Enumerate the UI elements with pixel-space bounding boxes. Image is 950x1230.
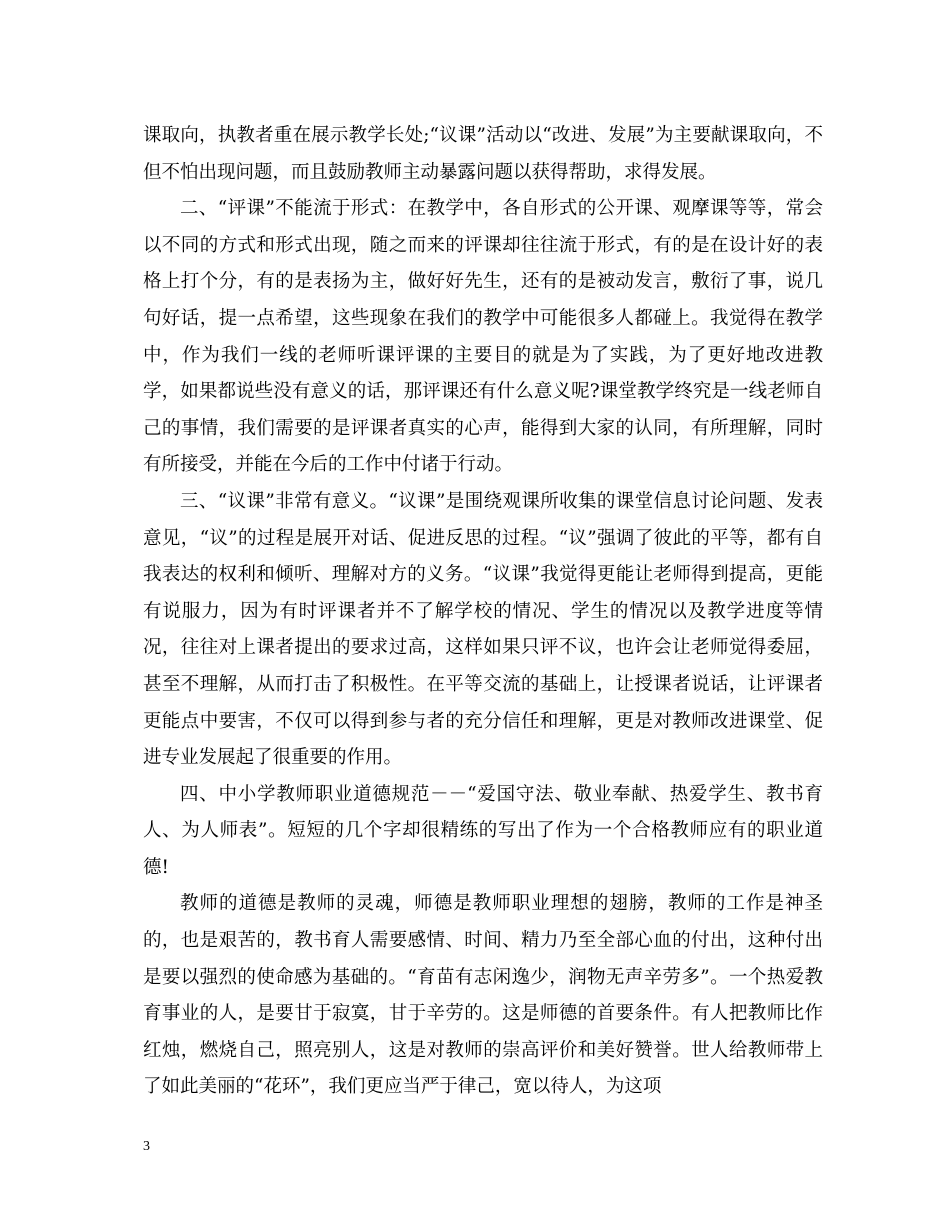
paragraph-evaluation-formality: 二、“评课”不能流于形式：在教学中，各自形式的公开课、观摩课等等，常会以不同的方式和形式出现，随之而来的评课却往往流于形式，有的是在设计好的表格上打个分，有的是表扬为主，做好好先生，还有的是被动发言，敷衍了事，说几句好话，提一点希望，这些现象在我们的教学中可能很多人都碰上。我觉得在教学中，作为我们一线的老师听课评课的主要目的就是为了实践，为了更好地改进教学，如果都说些没有意义的话，那评课还有什么意义呢?课堂教学终究是一线老师自己的事情，我们需要的是评课者真实的心声，能得到大家的认同，有所理解，同时有所接受，并能在今后的工作中付诸于行动。	[143, 198, 823, 476]
document-body	[143, 118, 823, 1106]
paragraph-discussion-meaning: 三、“议课”非常有意义。“议课”是围绕观课所收集的课堂信息讨论问题、发表意见，“议”的过程是展开对话、促进反思的过程。“议”强调了彼此的平等，都有自我表达的权利和倾听、理解对方的义务。“议课”我觉得更能让老师得到提高，更能有说服力，因为有时评课者并不了解学校的情况、学生的情况以及教学进度等情况，往往对上课者提出的要求过高，这样如果只评不议，也许会让老师觉得委屈，甚至不理解，从而打击了积极性。在平等交流的基础上，让授课者说话，让评课者更能点中要害，不仅可以得到参与者的充分信任和理解，更是对教师改进课堂、促进专业发展起了很重要的作用。	[143, 490, 823, 769]
paragraph-teacher-morality: 教师的道德是教师的灵魂，师德是教师职业理想的翅膀，教师的工作是神圣的，也是艰苦的，教书育人需要感情、时间、精力乃至全部心血的付出，这种付出是要以强烈的使命感为基础的。“育苗有志闲逸少，润物无声辛劳多”。一个热爱教育事业的人，是要甘于寂寞，甘于辛劳的。这是师德的首要条件。有人把教师比作红烛，燃烧自己，照亮别人，这是对教师的崇高评价和美好赞誉。世人给教师带上了如此美丽的“花环”，我们更应当严于律己，宽以待人，为这项	[143, 893, 823, 1098]
paragraph-continuation: 课取向，执教者重在展示教学长处;“议课”活动以“改进、发展”为主要献课取向，不但不怕出现问题，而且鼓励教师主动暴露问题以获得帮助，求得发展。	[143, 125, 823, 183]
paragraph-teacher-ethics-code: 四、中小学教师职业道德规范－－“爱国守法、敬业奉献、热爱学生、教书育人、为人师表”。短短的几个字却很精练的写出了作为一个合格教师应有的职业道德!	[143, 783, 823, 878]
page-number: 3	[143, 1139, 150, 1154]
